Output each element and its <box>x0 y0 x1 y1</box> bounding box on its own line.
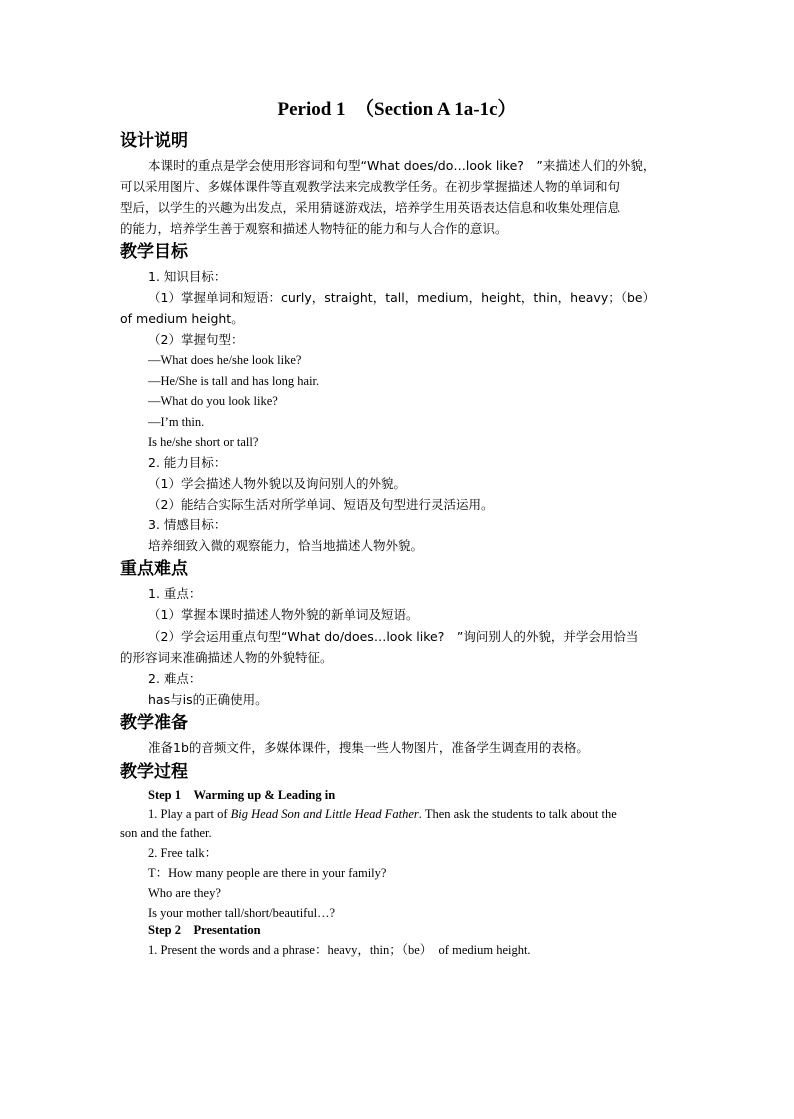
page-title: Period 1 （Section A 1a-1c） <box>277 99 517 120</box>
key-point-2: （2）学会运用重点句型“What do/does…look like? ”询问别人的外貌，并学会用恰当 <box>148 629 639 644</box>
knowledge-goal-sentences: （2）掌握句型： <box>148 332 244 347</box>
key-point-title: 1. 重点： <box>148 586 202 601</box>
ability-goal-title: 2. 能力目标： <box>148 455 227 470</box>
step-2-line-1: 1. Present the words and a phrase：heavy，thin；（be） of medium height. <box>148 943 531 957</box>
knowledge-goal-words-cont: of medium height。 <box>120 311 244 326</box>
sentence-3: —What do you look like? <box>148 394 278 408</box>
design-line-3: 型后，以学生的兴趣为出发点，采用猜谜游戏法，培养学生用英语表达信息和收集处理信息 <box>120 200 621 215</box>
emotion-goal-title: 3. 情感目标： <box>148 517 227 532</box>
design-heading: 设计说明 <box>120 131 188 151</box>
free-talk-question-1: T：How many people are there in your family? <box>148 866 387 880</box>
knowledge-goal-title: 1. 知识目标： <box>148 269 227 284</box>
knowledge-goal-words: （1）掌握单词和短语：curly，straight，tall，medium，height，thin，heavy；（be） <box>148 290 656 305</box>
step-1-line-2: son and the father. <box>120 826 212 840</box>
step-2-heading: Step 2 Presentation <box>148 923 261 937</box>
design-line-1: 本课时的重点是学会使用形容词和句型“What does/do…look like? ”来描述人们的外貌， <box>148 158 656 173</box>
sentence-1: —What does he/she look like? <box>148 353 302 367</box>
free-talk-question-2: Who are they? <box>148 886 221 900</box>
free-talk-question-3: Is your mother tall/short/beautiful…? <box>148 906 336 920</box>
free-talk-title: 2. Free talk： <box>148 846 218 860</box>
process-heading: 教学过程 <box>120 762 188 782</box>
difficulty-title: 2. 难点： <box>148 671 202 686</box>
design-line-2: 可以采用图片、多媒体课件等直观教学法来完成教学任务。在初步掌握描述人物的单词和句 <box>120 179 621 194</box>
goals-heading: 教学目标 <box>120 242 188 262</box>
emotion-goal-1: 培养细致入微的观察能力，恰当地描述人物外貌。 <box>148 538 424 553</box>
prep-text: 准备1b的音频文件，多媒体课件，搜集一些人物图片，准备学生调查用的表格。 <box>148 740 589 755</box>
step-1-line-1-pre: 1. Play a part of <box>148 807 231 821</box>
key-heading: 重点难点 <box>120 559 188 579</box>
design-line-4: 的能力，培养学生善于观察和描述人物特征的能力和与人合作的意识。 <box>120 221 508 236</box>
ability-goal-1: （1）学会描述人物外貌以及询问别人的外貌。 <box>148 476 406 491</box>
key-point-2-cont: 的形容词来准确描述人物的外貌特征。 <box>120 650 333 665</box>
ability-goal-2: （2）能结合实际生活对所学单词、短语及句型进行灵活运用。 <box>148 497 494 512</box>
cartoon-title: Big Head Son and Little Head Father <box>230 807 419 821</box>
step-1-heading: Step 1 Warming up & Leading in <box>148 788 336 802</box>
sentence-5: Is he/she short or tall? <box>148 435 259 449</box>
sentence-4: —I’m thin. <box>148 415 205 429</box>
sentence-2: —He/She is tall and has long hair. <box>148 374 320 388</box>
step-1-line-1-post: . Then ask the students to talk about the <box>418 807 617 821</box>
step-1-line-1 <box>148 804 617 824</box>
prep-heading: 教学准备 <box>120 713 188 733</box>
key-point-1: （1）掌握本课时描述人物外貌的新单词及短语。 <box>148 607 419 622</box>
difficulty-1: has与is的正确使用。 <box>148 692 268 707</box>
